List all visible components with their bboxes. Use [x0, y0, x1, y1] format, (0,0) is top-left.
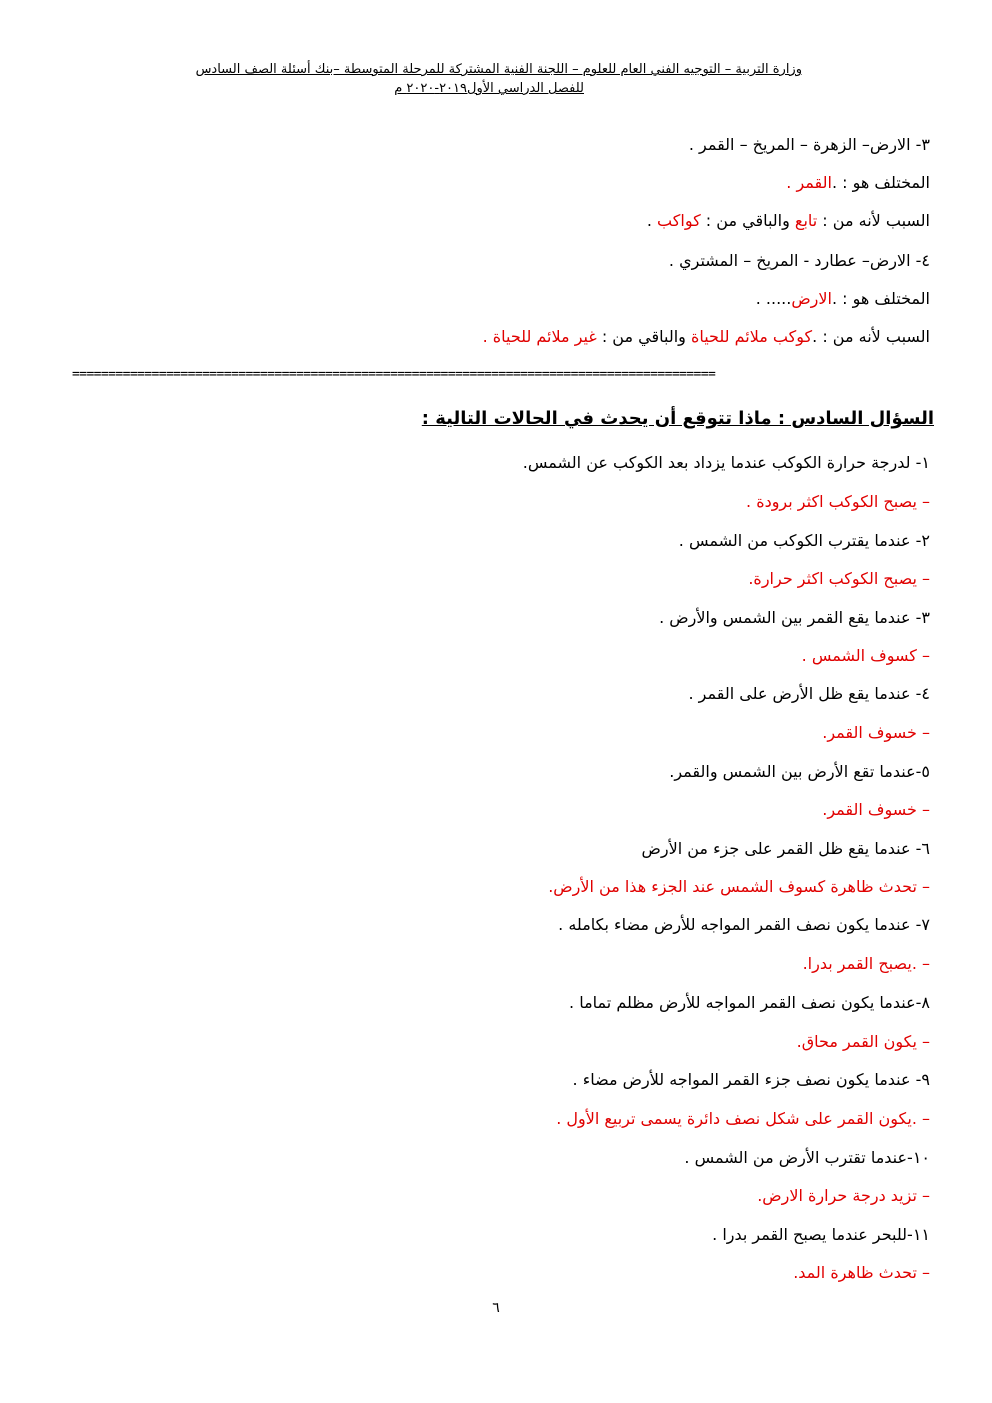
- q6-item-8-question: ٨-عندما يكون نصف القمر المواجه للأرض مظلم تماما .: [569, 993, 930, 1012]
- q6-item-3-question: ٣- عندما يقع القمر بين الشمس والأرض .: [659, 608, 930, 627]
- item4-reason-prefix: السبب لأنه من : .: [812, 327, 930, 346]
- separator-line: =========================================================================================: [72, 368, 716, 382]
- item4-reason-answer1: كوكب ملائم للحياة: [690, 327, 813, 346]
- q6-item-7-question: ٧- عندما يكون نصف القمر المواجه للأرض مضاء بكامله .: [558, 915, 930, 934]
- item3-reason-answer2: كواكب: [657, 211, 701, 230]
- q6-item-9-question: ٩- عندما يكون نصف جزء القمر المواجه للأرض مضاء .: [572, 1070, 930, 1089]
- item3-different-answer: القمر .: [786, 173, 832, 192]
- q6-item-1-answer: – يصبح الكوكب اكثر برودة .: [746, 492, 930, 511]
- q6-item-4-question: ٤- عندما يقع ظل الأرض على القمر .: [688, 684, 930, 703]
- q6-item-9-answer: – .يكون القمر على شكل نصف دائرة يسمى تربيع الأول .: [556, 1109, 930, 1128]
- q6-item-11-question: ١١-للبحر عندما يصبح القمر بدرا .: [712, 1225, 930, 1244]
- q6-item-10-answer: – تزيد درجة حرارة الارض.: [757, 1186, 930, 1205]
- q6-item-5-question: ٥-عندما تقع الأرض بين الشمس والقمر.: [669, 762, 930, 781]
- item3-reason-answer1: تابع: [794, 211, 818, 230]
- item3-reason-end: .: [646, 211, 658, 230]
- page-number: ٦: [492, 1300, 500, 1316]
- item4-reason-answer2: غير ملائم للحياة .: [482, 327, 597, 346]
- item4-different-end: ..... .: [755, 289, 792, 308]
- q6-item-5-answer: – خسوف القمر.: [822, 800, 930, 819]
- q6-item-8-answer: – يكون القمر محاق.: [796, 1032, 930, 1051]
- q6-item-6-question: ٦- عندما يقع ظل القمر على جزء من الأرض: [641, 839, 930, 858]
- item4-question: ٤- الارض– عطارد - المريخ – المشتري .: [668, 251, 930, 270]
- header-line-1: وزارة التربية – التوجيه الفني العام للعلوم – اللجنة الفنية المشتركة للمرحلة المتوسطة –بنك أسئلة الصف السادس: [195, 62, 802, 77]
- q6-item-10-question: ١٠-عندما تقترب الأرض من الشمس .: [684, 1148, 930, 1167]
- item3-reason-prefix: السبب لأنه من :: [817, 211, 930, 230]
- item3-different-prefix: المختلف هو : .: [831, 173, 930, 192]
- item3-different: [786, 172, 930, 194]
- item4-reason: [483, 326, 930, 348]
- header-line-2: للفصل الدراسي الأول٢٠١٩-٢٠٢٠ م: [394, 81, 584, 96]
- q6-item-2-question: ٢- عندما يقترب الكوكب من الشمس .: [678, 531, 930, 550]
- item3-reason-middle: والباقي من :: [700, 211, 795, 230]
- item4-different: [756, 288, 930, 310]
- q6-item-11-answer: – تحدث ظاهرة المد.: [793, 1263, 930, 1282]
- question6-title: السؤال السادس : ماذا تتوقع أن يحدث في الحالات التالية :: [421, 408, 934, 429]
- item3-question: ٣- الارض– الزهرة – المريخ – القمر .: [688, 135, 930, 154]
- q6-item-3-answer: – كسوف الشمس .: [801, 646, 930, 665]
- q6-item-1-question: ١- لدرجة حرارة الكوكب عندما يزداد بعد الكوكب عن الشمس.: [522, 453, 930, 472]
- q6-item-6-answer: – تحدث ظاهرة كسوف الشمس عند الجزء هذا من الأرض.: [548, 877, 930, 896]
- q6-item-2-answer: – يصبح الكوكب اكثر حرارة.: [748, 569, 930, 588]
- item4-different-prefix: المختلف هو : .: [831, 289, 930, 308]
- item3-reason: [647, 210, 930, 232]
- item4-reason-middle: والباقي من :: [596, 327, 691, 346]
- q6-item-4-answer: – خسوف القمر.: [822, 723, 930, 742]
- item4-different-answer: الارض: [791, 289, 832, 308]
- q6-item-7-answer: – .يصبح القمر بدرا.: [802, 954, 930, 973]
